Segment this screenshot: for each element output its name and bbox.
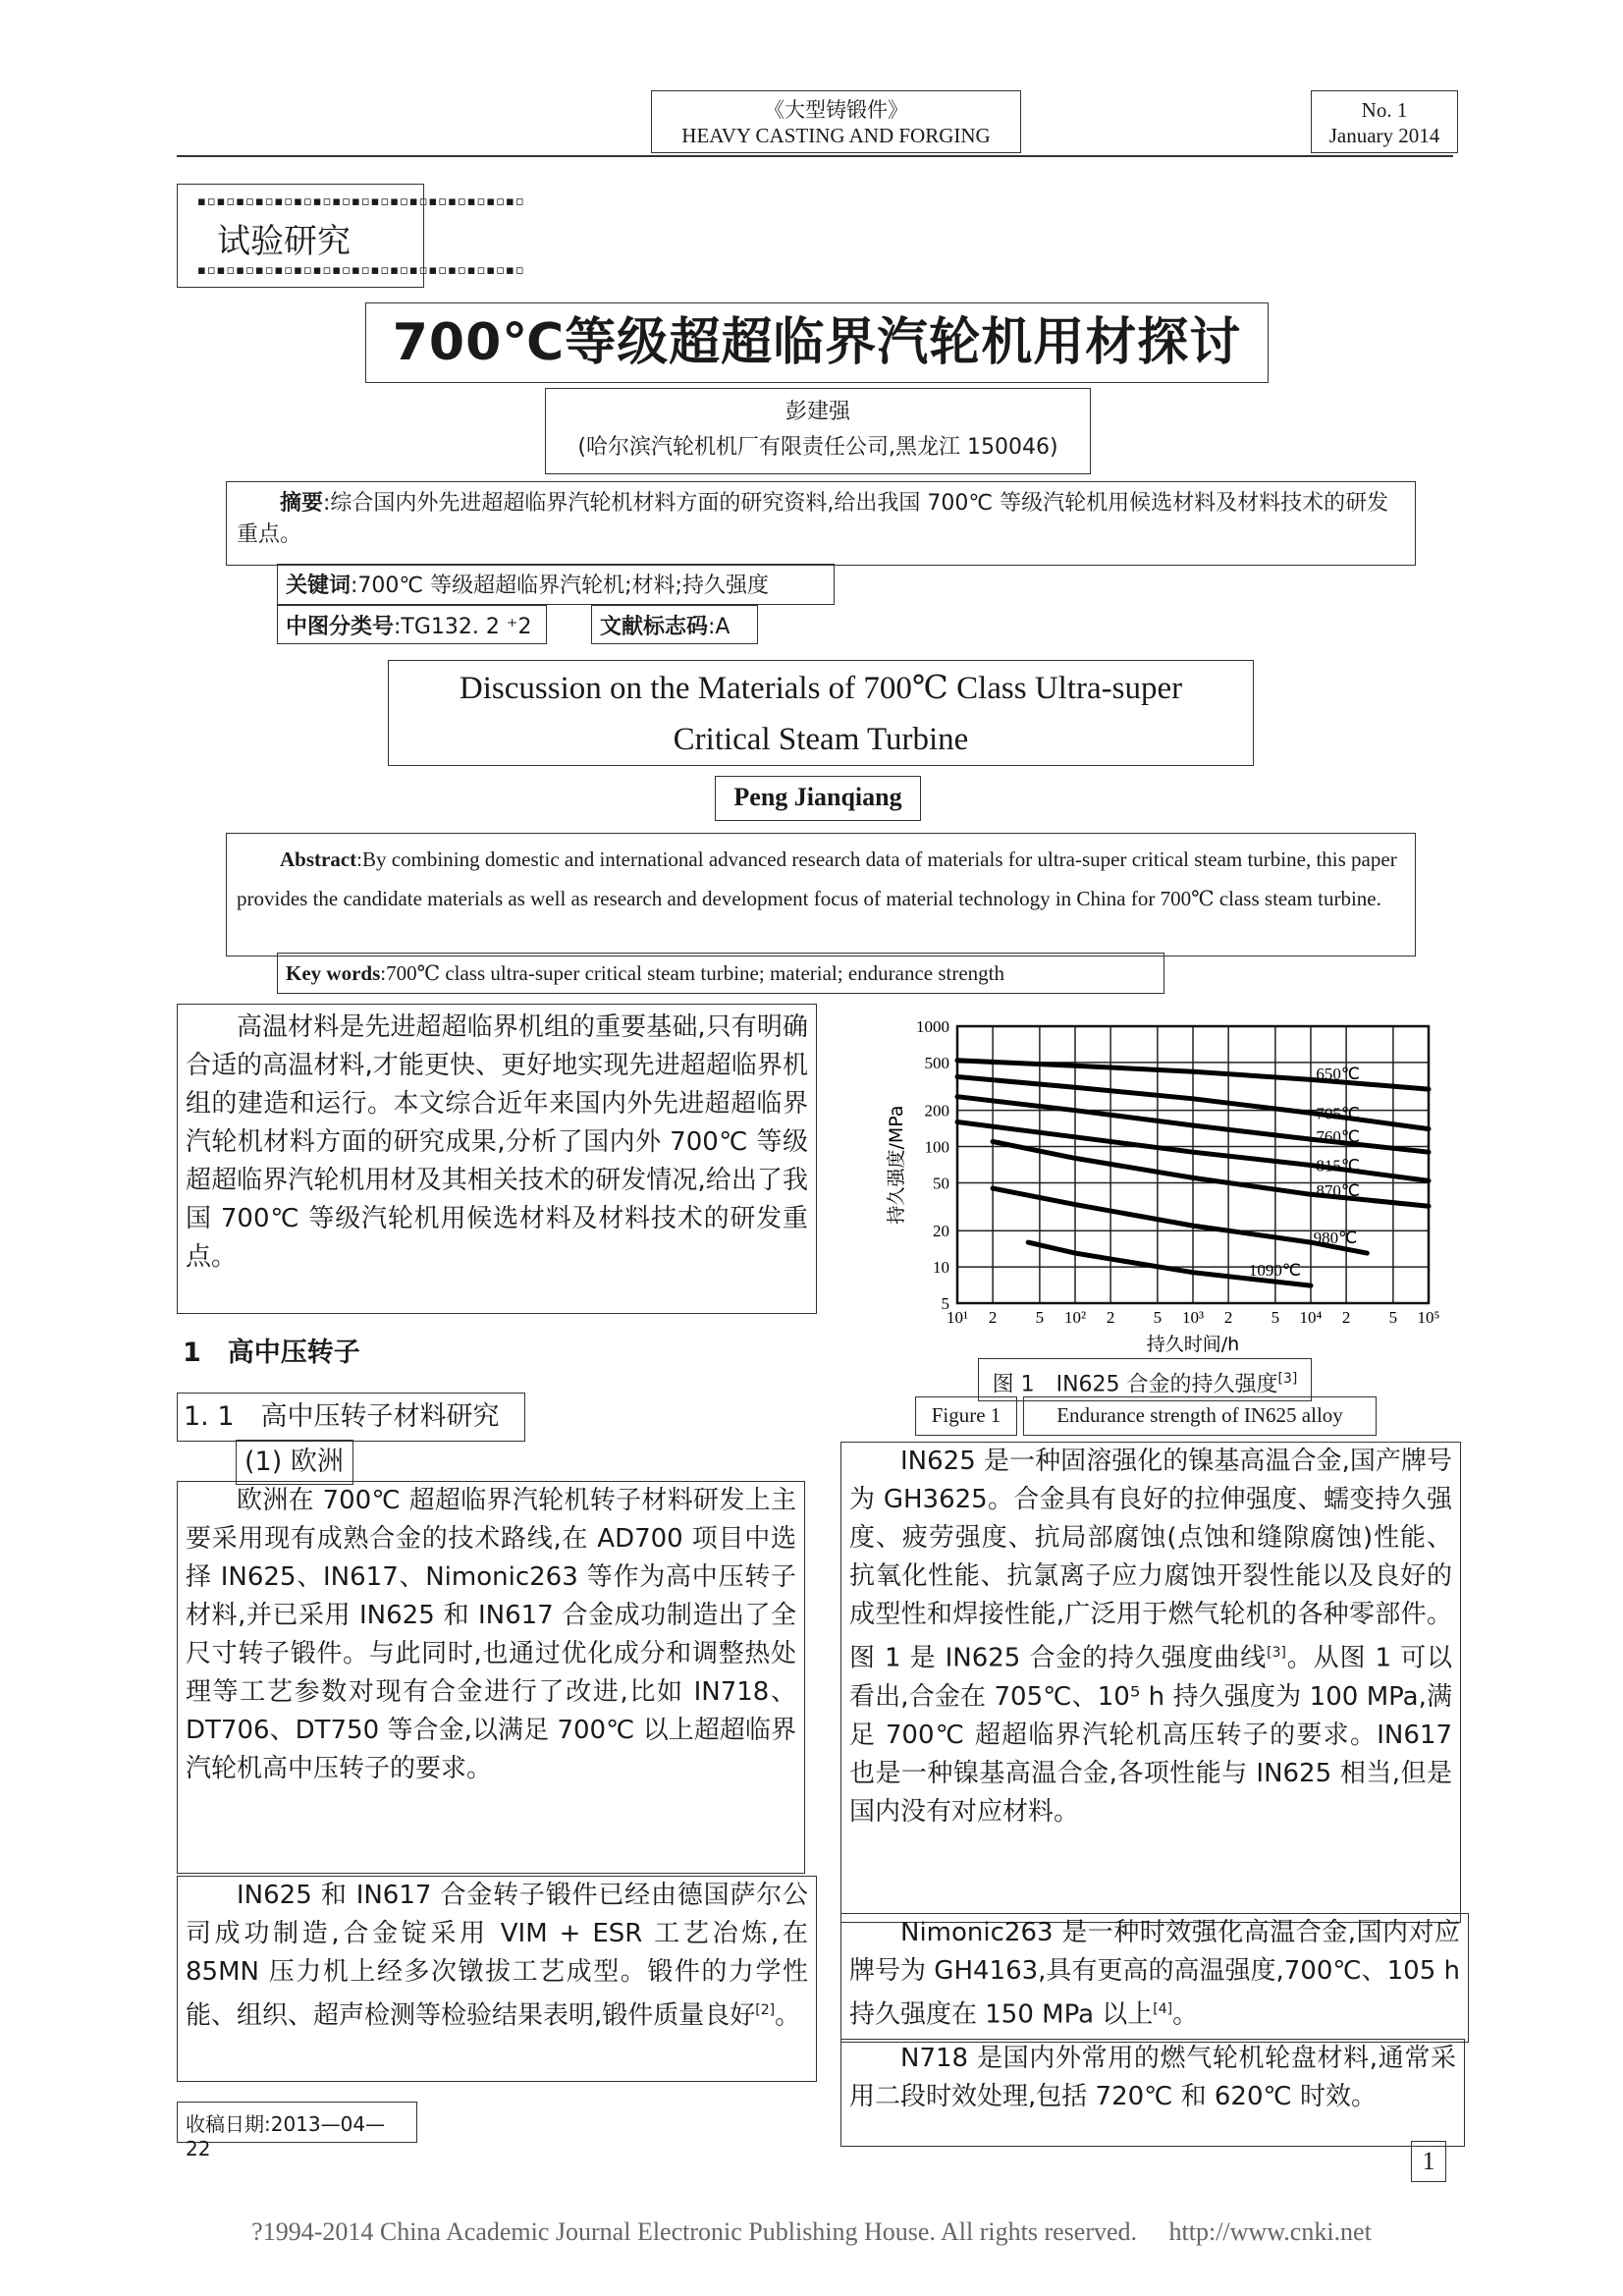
rotor-text: IN625 和 IN617 合金转子锻件已经由德国萨尔公司成功制造,合金锭采用 VIM + ESR 工艺冶炼,在 85MN 压力机上经多次镦拔工艺成型。锻件的力学性能、组织、超声检测等检验结果表明,锻件质量良好 (186, 1881, 808, 2031)
keywords-cn (277, 564, 835, 605)
issue-date: January 2014 (1328, 124, 1440, 147)
y-tick-label: 1000 (916, 1017, 949, 1036)
x-tick-label: 5 (1388, 1308, 1398, 1327)
x-tick-label: 2 (1341, 1308, 1351, 1327)
journal-name-en: HEAVY CASTING AND FORGING (681, 124, 991, 147)
y-tick-label: 200 (924, 1101, 949, 1121)
section-1-heading: 1 高中压转子 (183, 1338, 360, 1368)
x-tick-label: 10² (1063, 1308, 1087, 1327)
clc-text: :TG132. 2 ⁺2 (394, 615, 532, 639)
author-cn: 彭建强 (784, 400, 850, 424)
rotor-citation: [2] (755, 2002, 776, 2018)
abstract-en (226, 833, 1416, 957)
europe-paragraph: 欧洲在 700℃ 超超临界汽轮机转子材料研发上主要采用现有成熟合金的技术路线,在 AD700 项目中选择 IN625、IN617、Nimonic263 等作为高中压转子材料,并已采用 IN625 和 IN617 合金成功制造出了全尺寸转子锻件。与此同时,也通过优化成分和调整热处理等工艺参数对现有合金进行了改进,比如 IN718、DT706、DT750 等合金,以满足 700℃ 以上超超临界汽轮机高中压转子的要求。 (177, 1481, 805, 1874)
fig-caption-cn-text: 图 1 IN625 合金的持久强度 (992, 1372, 1278, 1397)
clc-label: 中图分类号 (286, 615, 395, 639)
abstract-cn-label: 摘要 (280, 491, 324, 516)
x-tick-label: 5 (1153, 1308, 1163, 1327)
rotor-forging-paragraph (177, 1876, 817, 2082)
nim-end: 。 (1172, 1999, 1199, 2030)
figure-number-en: Figure 1 (915, 1396, 1017, 1436)
y-tick-label: 100 (924, 1137, 949, 1157)
doccode-text: :A (708, 615, 730, 639)
y-tick-label: 500 (924, 1053, 949, 1072)
fig-citation: [3] (1277, 1371, 1298, 1387)
ornament-top: ▪▫▪▫▪▫▪▫▪▫▪▫▪▫▪▫▪▫▪▫▪▫▪▫▪▫▪▫▪▫▪▫▪▫ (197, 194, 525, 209)
x-tick-label: 10⁴ (1299, 1308, 1323, 1327)
in625-citation: [3] (1267, 1645, 1286, 1661)
title-en-line1: Discussion on the Materials of 700℃ Class Ultra-super (459, 671, 1183, 706)
rotor-end: 。 (775, 2000, 801, 2031)
keywords-cn-label: 关键词 (286, 574, 352, 598)
in718-paragraph: N718 是国内外常用的燃气轮机轮盘材料,通常采用二段时效处理,包括 720℃ 和 620℃ 时效。 (840, 2039, 1465, 2147)
series-label: 650℃ (1316, 1065, 1360, 1084)
journal-name-cn: 《大型铸锻件》 (764, 98, 908, 122)
nimonic263-paragraph (840, 1913, 1469, 2043)
x-tick-label: 10⁵ (1417, 1308, 1440, 1327)
received-date: 收稿日期:2013—04—22 (177, 2102, 417, 2143)
series-label: 815℃ (1316, 1156, 1360, 1175)
clc-number (277, 605, 547, 644)
x-tick-label: 2 (1106, 1308, 1115, 1327)
y-tick-label: 10 (933, 1258, 949, 1278)
series-label: 870℃ (1316, 1181, 1360, 1201)
x-tick-label: 2 (1223, 1308, 1233, 1327)
doccode-label: 文献标志码 (600, 615, 709, 639)
issue-number: No. 1 (1361, 98, 1408, 122)
series-label: 980℃ (1313, 1229, 1358, 1248)
ornament-bottom: ▪▫▪▫▪▫▪▫▪▫▪▫▪▫▪▫▪▫▪▫▪▫▪▫▪▫▪▫▪▫▪▫▪▫ (197, 263, 525, 278)
y-tick-label: 5 (941, 1294, 949, 1313)
header-rule (177, 155, 1453, 157)
abstract-cn-text: :综合国内外先进超超临界汽轮机材料方面的研究资料,给出我国 700℃ 等级汽轮机用候选材料及材料技术的研发重点。 (237, 491, 1389, 547)
intro-paragraph: 高温材料是先进超超临界机组的重要基础,只有明确合适的高温材料,才能更快、更好地实现先进超超临界机组的建造和运行。本文综合近年来国内外先进超超临界汽轮机材料方面的研究成果,分析了国内外 700℃ 等级超超临界汽轮机用材及其相关技术的研发情况,给出了我国 700℃ 等级汽轮机用候选材料及材料技术的研发重点。 (177, 1004, 817, 1314)
y-tick-label: 20 (933, 1222, 949, 1241)
title-en (388, 660, 1254, 766)
title-en-line2: Critical Steam Turbine (673, 722, 969, 757)
subsection-europe: (1) 欧洲 (236, 1440, 353, 1485)
section-1-1-heading: 1. 1 高中压转子材料研究 (177, 1393, 525, 1442)
nim-text: Nimonic263 是一种时效强化高温合金,国内对应牌号为 GH4163,具有更高的高温强度,700℃、105 h 持久强度在 150 MPa 以上 (849, 1918, 1460, 2030)
abstract-en-text: :By combining domestic and international advanced research data of materials for ultra-super critical steam turbine, this paper provides the candidate materials as well as research and development focus of material technology in China for 700℃ class steam turbine. (237, 847, 1397, 910)
in625-text-b: 。从图 1 可以看出,合金在 705℃、10⁵ h 持久强度为 100 MPa,满足 700℃ 超超临界汽轮机高压转子的要求。IN617 也是一种镍基高温合金,各项性能与 IN625 相当,但是国内没有对应材料。 (849, 1643, 1452, 1827)
title-cn: 700℃等级超超临界汽轮机用材探讨 (365, 302, 1269, 383)
in625-paragraph (840, 1442, 1461, 1923)
x-tick-label: 5 (1271, 1308, 1280, 1327)
abstract-en-label: Abstract (280, 847, 357, 871)
keywords-en-text: :700℃ class ultra-super critical steam turbine; material; endurance strength (380, 961, 1005, 985)
document-code (591, 605, 758, 644)
nim-citation: [4] (1153, 2001, 1173, 2017)
keywords-cn-text: :700℃ 等级超超临界汽轮机;材料;持久强度 (351, 574, 769, 598)
abstract-cn (226, 481, 1416, 566)
x-tick-label: 5 (1035, 1308, 1045, 1327)
affiliation-cn: (哈尔滨汽轮机机厂有限责任公司,黑龙江 150046) (577, 435, 1058, 460)
series-label: 1090℃ (1248, 1261, 1301, 1281)
keywords-en (277, 953, 1164, 994)
endurance-chart (879, 1007, 1448, 1362)
y-axis-label: 持久强度/MPa (886, 1105, 907, 1225)
x-tick-label: 10¹ (946, 1308, 969, 1327)
x-axis-label: 持久时间/h (1146, 1334, 1240, 1355)
figure-caption-cn (978, 1358, 1312, 1401)
section-badge (177, 184, 525, 288)
page-number: 1 (1411, 2141, 1446, 2182)
figure-caption-en: Endurance strength of IN625 alloy (1023, 1396, 1377, 1436)
in625-text-a: IN625 是一种固溶强化的镍基高温合金,国产牌号为 GH3625。合金具有良好的拉伸强度、蠕变持久强度、疲劳强度、抗局部腐蚀(点蚀和缝隙腐蚀)性能、抗氧化性能、抗氯离子应力腐蚀开裂性能以及良好的成型性和焊接性能,广泛用于燃气轮机的各种零部件。图 1 是 IN625 合金的持久强度曲线 (849, 1447, 1452, 1673)
series-label: 705℃ (1316, 1104, 1360, 1123)
author-en: Peng Jianqiang (715, 776, 921, 821)
journal-header (651, 90, 1021, 153)
author-block (545, 388, 1091, 474)
x-tick-label: 2 (988, 1308, 998, 1327)
section-label: 试验研究 (217, 222, 351, 261)
y-tick-label: 50 (933, 1174, 949, 1193)
issue-info (1311, 90, 1458, 153)
series-label: 760℃ (1316, 1127, 1360, 1147)
endurance-chart-svg (879, 1007, 1448, 1362)
x-tick-label: 10³ (1181, 1308, 1205, 1327)
copyright-footer: ?1994-2014 China Academic Journal Electronic Publishing House. All rights reserved. http://www.cnki.net (251, 2217, 1372, 2246)
keywords-en-label: Key words (286, 961, 381, 985)
